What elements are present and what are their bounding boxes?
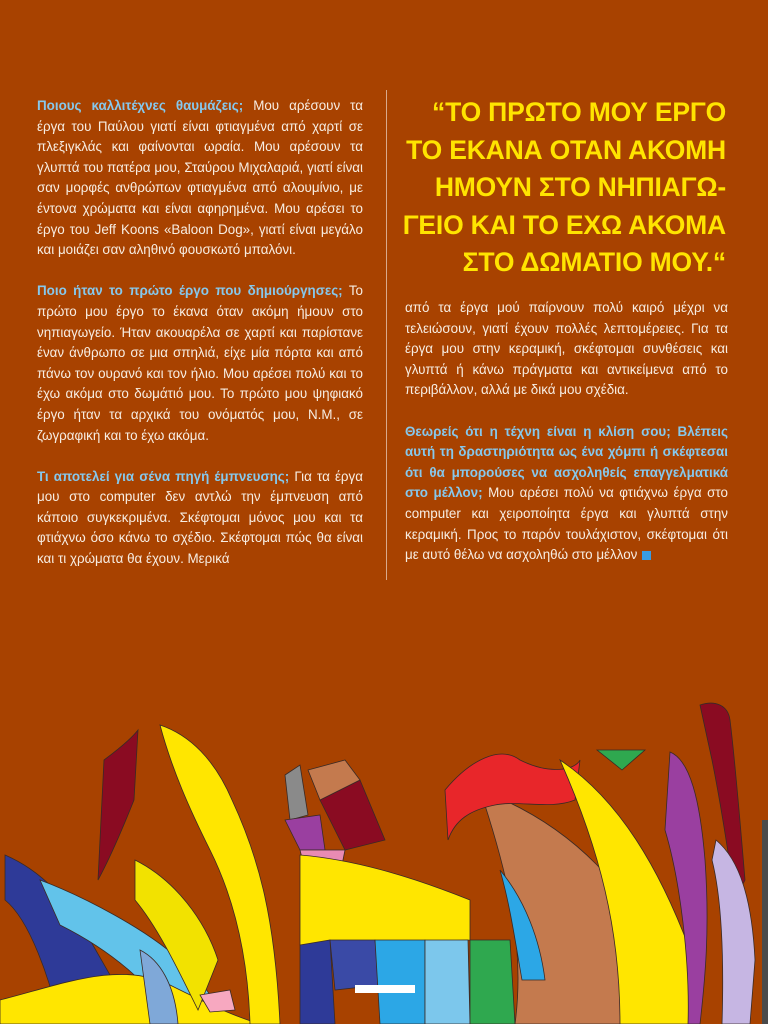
question-admired-artists: Ποιους καλλιτέχνες θαυμάζεις;: [37, 98, 244, 113]
continuation-paragraph: από τα έργα μού παίρνουν πολύ καιρό μέχρι να τελειώσουν, γιατί έχουν πολλές λεπτομέρειες. Για τα έργα μου στην κεραμική, σκέφτομαι συνθέσεις και γλυπτά ή κάνω πράγματα και αντικείμενα από το περιβάλλον, αλλά με δικά μου σχέδια.: [405, 300, 728, 398]
art-shape-dark-red-left: [98, 730, 138, 880]
answer-admired-artists: Μου αρέσουν τα έργα του Παύλου γιατί είναι φτιαγμένα από χαρτί σε πλεξιγκλάς και φαίνονται ωραία. Μου αρέσουν τα γλυπτά του πατέρα μου, Σταύρου Μιχαλαριά, γιατί είναι σαν μορφές ανθρώπων φτιαγμένα από αλουμίνιο, με έντονα χρώματα και είναι αφηρημένα. Μου αρέσει το έργο του Jeff Koons «Baloon Dog», γιατί είναι μεγάλο και μοιάζει σαν αληθινό φουσκωτό μπαλόνι.: [37, 98, 363, 258]
interview-paragraph-3: [37, 467, 363, 570]
interview-paragraph-1: [37, 96, 363, 261]
art-shape-dark-blue-cell: [300, 940, 335, 1024]
answer-art-vocation: Μου αρέσει πολύ να φτιάχνω έργα στο computer και χειροποίητα έργα και γλυπτά στην κεραμική. Προς το παρόν τουλάχιστον, σκέφτομαι ότι με αυτό θέλω να ασχοληθώ στο μέλλον: [405, 485, 728, 563]
pull-quote-line: “ΤΟ ΠΡΩΤΟ ΜΟΥ ΕΡΓΟ: [432, 97, 726, 127]
left-column: [37, 96, 363, 590]
pull-quote-line: ΣΤΟ ΔΩΜΑΤΙΟ ΜΟΥ.“: [462, 247, 726, 277]
art-shape-green-triangle: [597, 750, 645, 770]
answer-inspiration: Για τα έργα μου στο computer δεν αντλώ την έμπνευση από κάποιο συγκεκριμένα. Σκέφτομαι μόνος μου και τα φτιάχνω όσο κάνω το σχέδιο. Σκέφτομαι πώς θα είναι και τι χρώματα θα έχουν. Μερικά: [37, 468, 363, 567]
art-shape-light-blue-cell: [425, 940, 470, 1024]
art-shape-gray: [285, 765, 308, 820]
pull-quote-line: ΗΜΟΥΝ ΣΤΟ ΝΗΠΙΑΓΩ-: [434, 172, 726, 202]
art-shape-lavender: [712, 840, 755, 1024]
art-shape-purple-center: [285, 815, 325, 850]
interview-paragraph-4: [405, 422, 728, 566]
question-art-vocation: Θεωρείς ότι η τέχνη είναι η κλίση σου; Βλέπεις αυτή τη δραστηριότητα ως ένα χόμπι ή σκέφτεσαι ότι θα μπορούσες να ασχοληθείς επαγγελματικά στο μέλλον;: [405, 423, 728, 501]
white-bar-mark: [355, 985, 415, 993]
right-column: [405, 298, 728, 586]
art-shape-yellow-center: [300, 855, 470, 945]
art-shape-blue-cell: [330, 940, 380, 990]
pull-quote: [390, 94, 726, 282]
pull-quote-line: ΤΟ ΕΚΑΝΑ ΟΤΑΝ ΑΚΟΜΗ: [406, 134, 726, 165]
interview-paragraph-2: [37, 281, 363, 446]
answer-first-work: Το πρώτο μου έργο το έκανα όταν ακόμη ήμουν στο νηπιαγωγείο. Ήταν ακουαρέλα σε χαρτί και παρίστανε έναν άνθρωπο σε μια σπηλιά, είχε μία πόρτα και από πάνω τον ουρανό και τον ήλιο. Μου αρέσει πολύ και το έχω ακόμα στο δωμάτιό μου. Το πρώτο μου ψηφιακό έργο ήταν τα αρχικά του ονόματός μου, Ν.Μ., σε ζωγραφική και το έχω ακόμα.: [37, 283, 363, 443]
end-of-article-square-icon: [642, 551, 651, 560]
question-first-work: Ποιο ήταν το πρώτο έργο που δημιούργησες;: [37, 283, 343, 299]
art-shape-cyan-cell: [375, 940, 425, 1024]
column-divider: [386, 90, 387, 580]
page-edge-strip: [762, 820, 768, 1024]
question-inspiration: Τι αποτελεί για σένα πηγή έμπνευσης;: [37, 468, 290, 484]
pull-quote-line: ΓΕΙΟ ΚΑΙ ΤΟ ΕΧΩ ΑΚΟΜΑ: [402, 209, 726, 240]
art-shape-green-cell: [470, 940, 515, 1024]
